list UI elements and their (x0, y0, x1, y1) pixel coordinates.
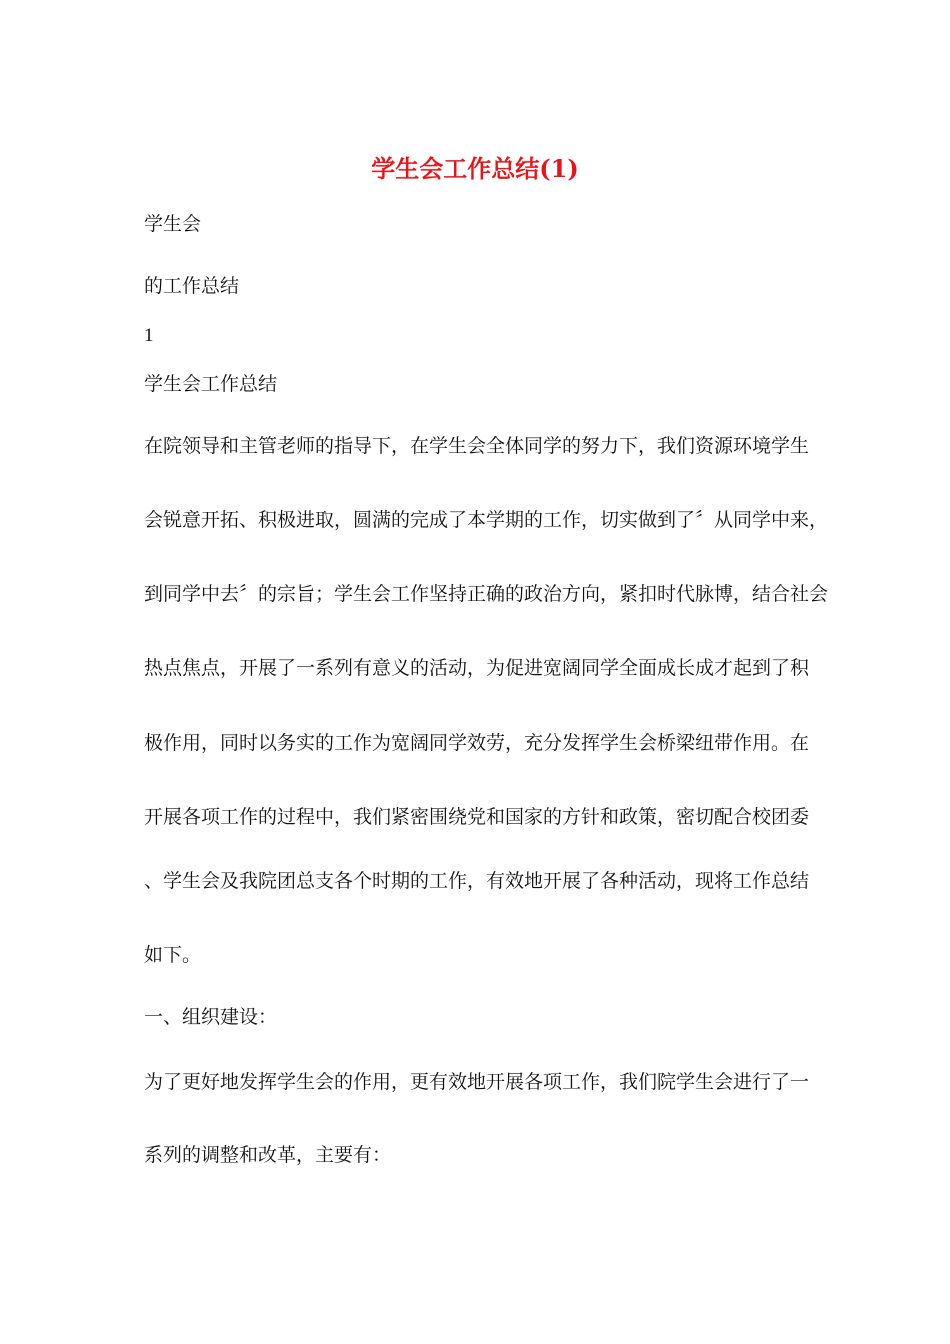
paragraph-line: 如下。 (144, 944, 202, 966)
paragraph-line: 会锐意开拓、积极进取，圆满的完成了本学期的工作，切实做到了〞从同学中来， (144, 509, 829, 531)
section-heading: 学生会工作总结 (144, 373, 278, 395)
paragraph-line: 极作用，同时以务实的工作为宽阔同学效劳，充分发挥学生会桥梁纽带作用。在 (144, 732, 810, 754)
paragraph-line: 、学生会及我院团总支各个时期的工作，有效地开展了各种活动，现将工作总结 (144, 870, 810, 892)
paragraph-line: 开展各项工作的过程中，我们紧密围绕党和国家的方针和政策，密切配合校团委 (144, 806, 810, 828)
paragraph-line: 在院领导和主管老师的指导下，在学生会全体同学的努力下，我们资源环境学生 (144, 435, 810, 457)
paragraph-line: 热点焦点，开展了一系列有意义的活动，为促进宽阔同学全面成长成才起到了积 (144, 657, 810, 679)
subtitle-line-1: 学生会 (144, 213, 202, 235)
paragraph-line: 系列的调整和改革，主要有： (144, 1144, 392, 1166)
page-number: 1 (144, 325, 154, 346)
paragraph-line: 到同学中去〞的宗旨；学生会工作坚持正确的政治方向，紧扣时代脉博，结合社会 (144, 583, 829, 605)
section-1-heading: 一、组织建设： (144, 1006, 278, 1028)
paragraph-line: 为了更好地发挥学生会的作用，更有效地开展各项工作，我们院学生会进行了一 (144, 1071, 810, 1093)
document-title: 学生会工作总结(1) (371, 154, 579, 183)
subtitle-line-2: 的工作总结 (144, 275, 240, 297)
